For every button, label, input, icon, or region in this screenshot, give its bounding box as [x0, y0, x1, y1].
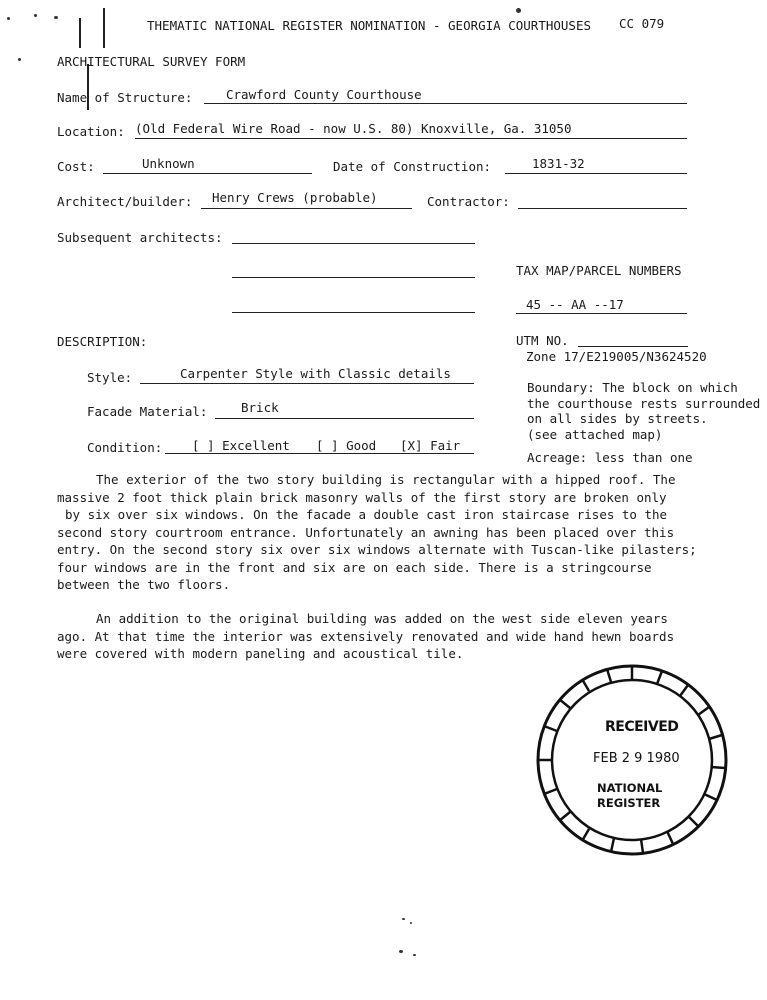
stamp-received: RECEIVED: [605, 719, 679, 735]
subsequent-line-3: [232, 312, 475, 313]
scan-speck: [18, 58, 21, 61]
subsequent-label: Subsequent architects:: [57, 230, 223, 245]
paragraph-line: were covered with modern paneling and acoustical tile.: [57, 646, 464, 661]
boundary-line: on all sides by streets.: [527, 411, 708, 426]
name-label: Name of Structure:: [57, 90, 193, 105]
boundary-block: [527, 380, 762, 442]
architect-value: Henry Crews (probable): [212, 190, 378, 205]
location-label: Location:: [57, 124, 125, 139]
received-stamp: [535, 663, 730, 858]
scan-speck: [402, 918, 405, 920]
paragraph-line: massive 2 foot thick plain brick masonry walls of the first story are broken only: [57, 489, 667, 505]
utm-value: Zone 17/E219005/N3624520: [526, 349, 707, 364]
paragraph-line: between the two floors.: [57, 577, 231, 592]
acreage-text: Acreage: less than one: [527, 450, 693, 465]
date-underline: [505, 173, 687, 174]
paragraph-line: The exterior of the two story building is rectangular with a hipped roof. The: [96, 472, 676, 487]
subsequent-line-1: [232, 243, 475, 244]
description-paragraph-2: [57, 610, 697, 663]
location-underline: [135, 138, 687, 139]
boundary-line: Boundary: The block on which: [527, 380, 738, 395]
facade-underline: [215, 418, 474, 419]
condition-excellent: [ ] Excellent: [192, 438, 290, 453]
contractor-label: Contractor:: [427, 194, 510, 209]
contractor-underline: [518, 208, 687, 209]
architect-label: Architect/builder:: [57, 194, 193, 209]
tax-label: TAX MAP/PARCEL NUMBERS: [516, 263, 682, 278]
pen-mark: [103, 8, 105, 48]
paragraph-line: ago. At that time the interior was extensively renovated and wide hand hewn boards: [57, 628, 675, 644]
description-paragraph-1: [57, 471, 697, 594]
stamp-national: NATIONAL: [597, 781, 663, 795]
scan-speck: [34, 14, 37, 17]
boundary-line: (see attached map): [527, 426, 663, 442]
cost-label: Cost:: [57, 159, 95, 174]
utm-underline: [578, 346, 688, 347]
date-value: 1831-32: [532, 156, 585, 171]
paragraph-line: second story courtroom entrance. Unfortunately an awning has been placed over this: [57, 524, 675, 540]
tax-value: 45 -- AA --17: [526, 297, 624, 312]
boundary-line: the courthouse rests surrounded: [527, 395, 761, 411]
condition-label: Condition:: [87, 440, 163, 455]
stamp-date: FEB 2 9 1980: [593, 751, 680, 766]
condition-underline: [165, 453, 474, 454]
stamp-register: REGISTER: [597, 796, 661, 810]
facade-label: Facade Material:: [87, 404, 208, 419]
scan-speck: [54, 16, 58, 19]
scan-speck: [410, 922, 412, 924]
paragraph-line: entry. On the second story six over six windows alternate with Tuscan-like pilasters;: [57, 542, 697, 557]
cost-underline: [103, 173, 312, 174]
scan-speck: [399, 950, 403, 953]
subsequent-line-2: [232, 277, 475, 278]
style-value: Carpenter Style with Classic details: [180, 366, 451, 381]
name-value: Crawford County Courthouse: [226, 87, 422, 102]
paragraph-line: An addition to the original building was added on the west side eleven years: [96, 611, 668, 626]
scan-speck: [7, 17, 10, 20]
document-header: THEMATIC NATIONAL REGISTER NOMINATION - GEORGIA COURTHOUSES: [147, 18, 592, 33]
form-title: ARCHITECTURAL SURVEY FORM: [57, 54, 246, 69]
location-value: (Old Federal Wire Road - now U.S. 80) Knoxville, Ga. 31050: [135, 121, 572, 136]
scan-speck: [413, 954, 416, 956]
style-label: Style:: [87, 370, 133, 385]
name-underline: [204, 103, 687, 104]
document-code: CC 079: [619, 16, 665, 31]
architect-underline: [201, 208, 412, 209]
condition-good: [ ] Good: [316, 438, 377, 453]
tax-underline: [516, 313, 687, 314]
style-underline: [140, 383, 474, 384]
date-label: Date of Construction:: [333, 159, 492, 174]
pen-mark: [79, 18, 81, 48]
utm-label: UTM NO.: [516, 333, 569, 348]
facade-value: Brick: [241, 400, 279, 415]
scan-speck: [516, 8, 521, 13]
cost-value: Unknown: [142, 156, 195, 171]
description-label: DESCRIPTION:: [57, 334, 148, 349]
paragraph-line: by six over six windows. On the facade a double cast iron staircase rises to the: [65, 507, 668, 522]
condition-fair: [X] Fair: [400, 438, 461, 453]
paragraph-line: four windows are in the front and six are on each side. There is a stringcourse: [57, 559, 652, 575]
